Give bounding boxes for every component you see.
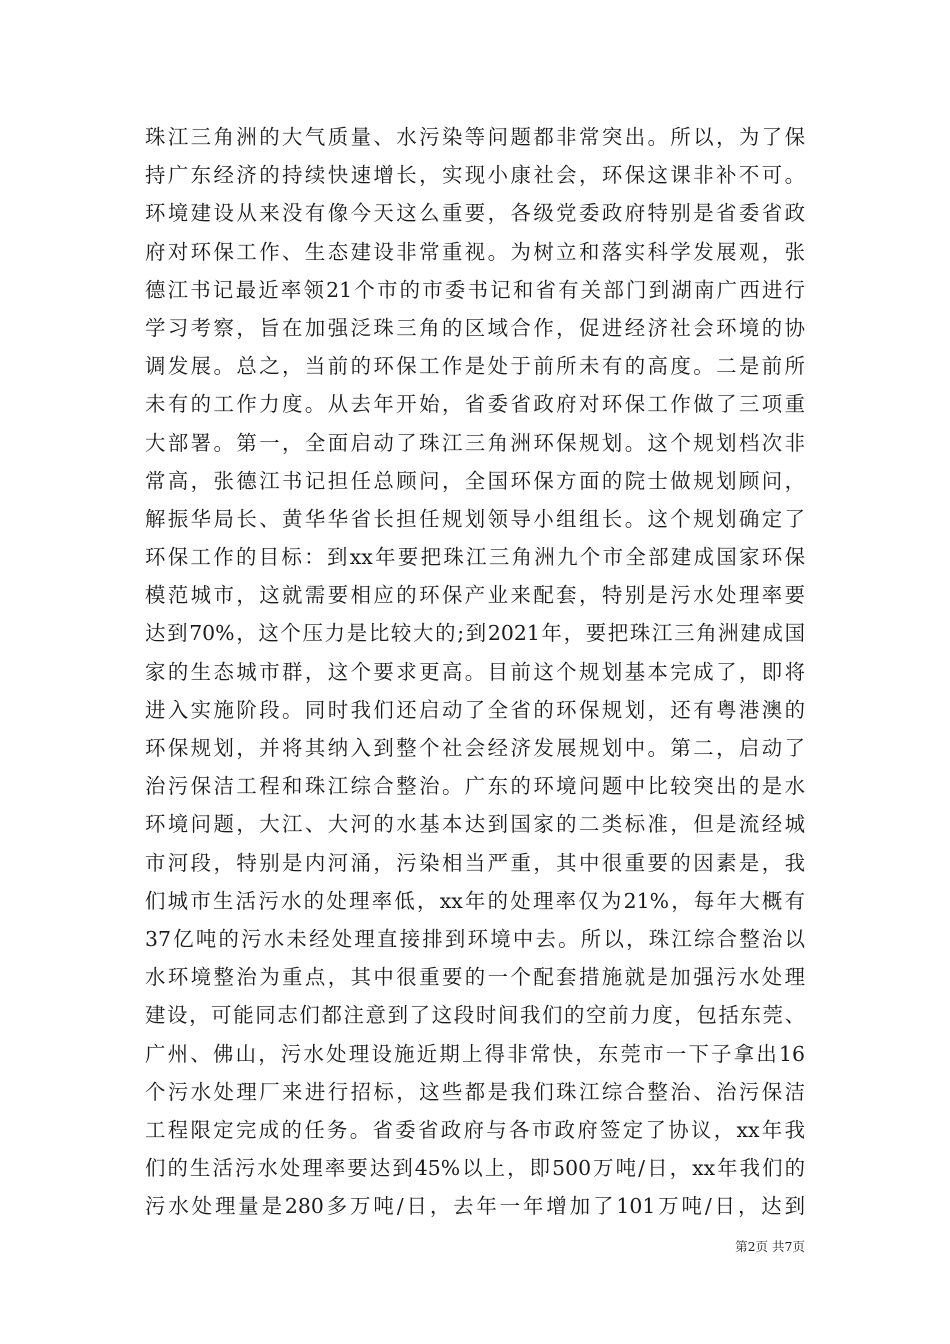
text-line: 市河段，特别是内河涌，污染相当严重，其中很重要的因素是，我 [145, 850, 805, 875]
text-line: 们城市生活污水的处理率低，xx年的处理率仅为21%，每年大概有 [145, 888, 805, 913]
text-line: 进入实施阶段。同时我们还启动了全省的环保规划，还有粤港澳的 [145, 697, 805, 722]
text-line: 大部署。第一，全面启动了珠江三角洲环保规划。这个规划档次非 [145, 430, 805, 455]
text-line: 家的生态城市群，这个要求更高。目前这个规划基本完成了，即将 [145, 659, 805, 684]
text-line: 环保规划，并将其纳入到整个社会经济发展规划中。第二，启动了 [145, 736, 805, 760]
page-number-footer: 第2页 共7页 [735, 1239, 805, 1254]
text-line: 解振华局长、黄华华省长担任规划领导小组组长。这个规划确定了 [145, 506, 805, 531]
text-line: 珠江三角洲的大气质量、水污染等问题都非常突出。所以，为了保 [145, 125, 805, 149]
text-line: 模范城市，这就需要相应的环保产业来配套，特别是污水处理率要 [145, 583, 805, 608]
text-line: 德江书记最近率领21个市的市委书记和省有关部门到湖南广西进行 [145, 277, 805, 302]
text-line: 工程限定完成的任务。省委省政府与各市政府签定了协议，xx年我 [145, 1117, 805, 1142]
text-line: 们的生活污水处理率要达到45%以上，即500万吨/日，xx年我们的 [145, 1156, 805, 1181]
text-line: 调发展。总之，当前的环保工作是处于前所未有的高度。二是前所 [145, 354, 805, 379]
text-line: 建设，可能同志们都注意到了这段时间我们的空前力度，包括东莞、 [145, 1003, 805, 1028]
text-line: 37亿吨的污水未经处理直接排到环境中去。所以，珠江综合整治以 [145, 926, 805, 951]
text-line: 污水处理量是280多万吨/日，去年一年增加了101万吨/日，达到 [145, 1194, 805, 1219]
body-paragraph [145, 118, 805, 1225]
text-line: 环境建设从来没有像今天这么重要，各级党委政府特别是省委省政 [145, 201, 805, 226]
text-line: 府对环保工作、生态建设非常重视。为树立和落实科学发展观，张 [145, 239, 805, 264]
text-line: 广州、佛山，污水处理设施近期上得非常快，东莞市一下子拿出16 [145, 1041, 805, 1066]
text-line: 常高，张德江书记担任总顾问，全国环保方面的院士做规划顾问， [145, 468, 805, 493]
text-line: 持广东经济的持续快速增长，实现小康社会，环保这课非补不可。 [145, 163, 805, 188]
text-line: 环境问题，大江、大河的水基本达到国家的二类标准，但是流经城 [145, 812, 805, 837]
text-line: 环保工作的目标：到xx年要把珠江三角洲九个市全部建成国家环保 [145, 545, 805, 570]
text-line: 个污水处理厂来进行招标，这些都是我们珠江综合整治、治污保洁 [145, 1079, 805, 1104]
text-line: 学习考察，旨在加强泛珠三角的区域合作，促进经济社会环境的协 [145, 315, 805, 340]
text-line: 水环境整治为重点，其中很重要的一个配套措施就是加强污水处理 [145, 965, 805, 990]
text-line: 未有的工作力度。从去年开始，省委省政府对环保工作做了三项重 [145, 392, 805, 417]
text-line: 达到70%，这个压力是比较大的;到2021年，要把珠江三角洲建成国 [145, 621, 805, 646]
text-line: 治污保洁工程和珠江综合整治。广东的环境问题中比较突出的是水 [145, 774, 805, 799]
